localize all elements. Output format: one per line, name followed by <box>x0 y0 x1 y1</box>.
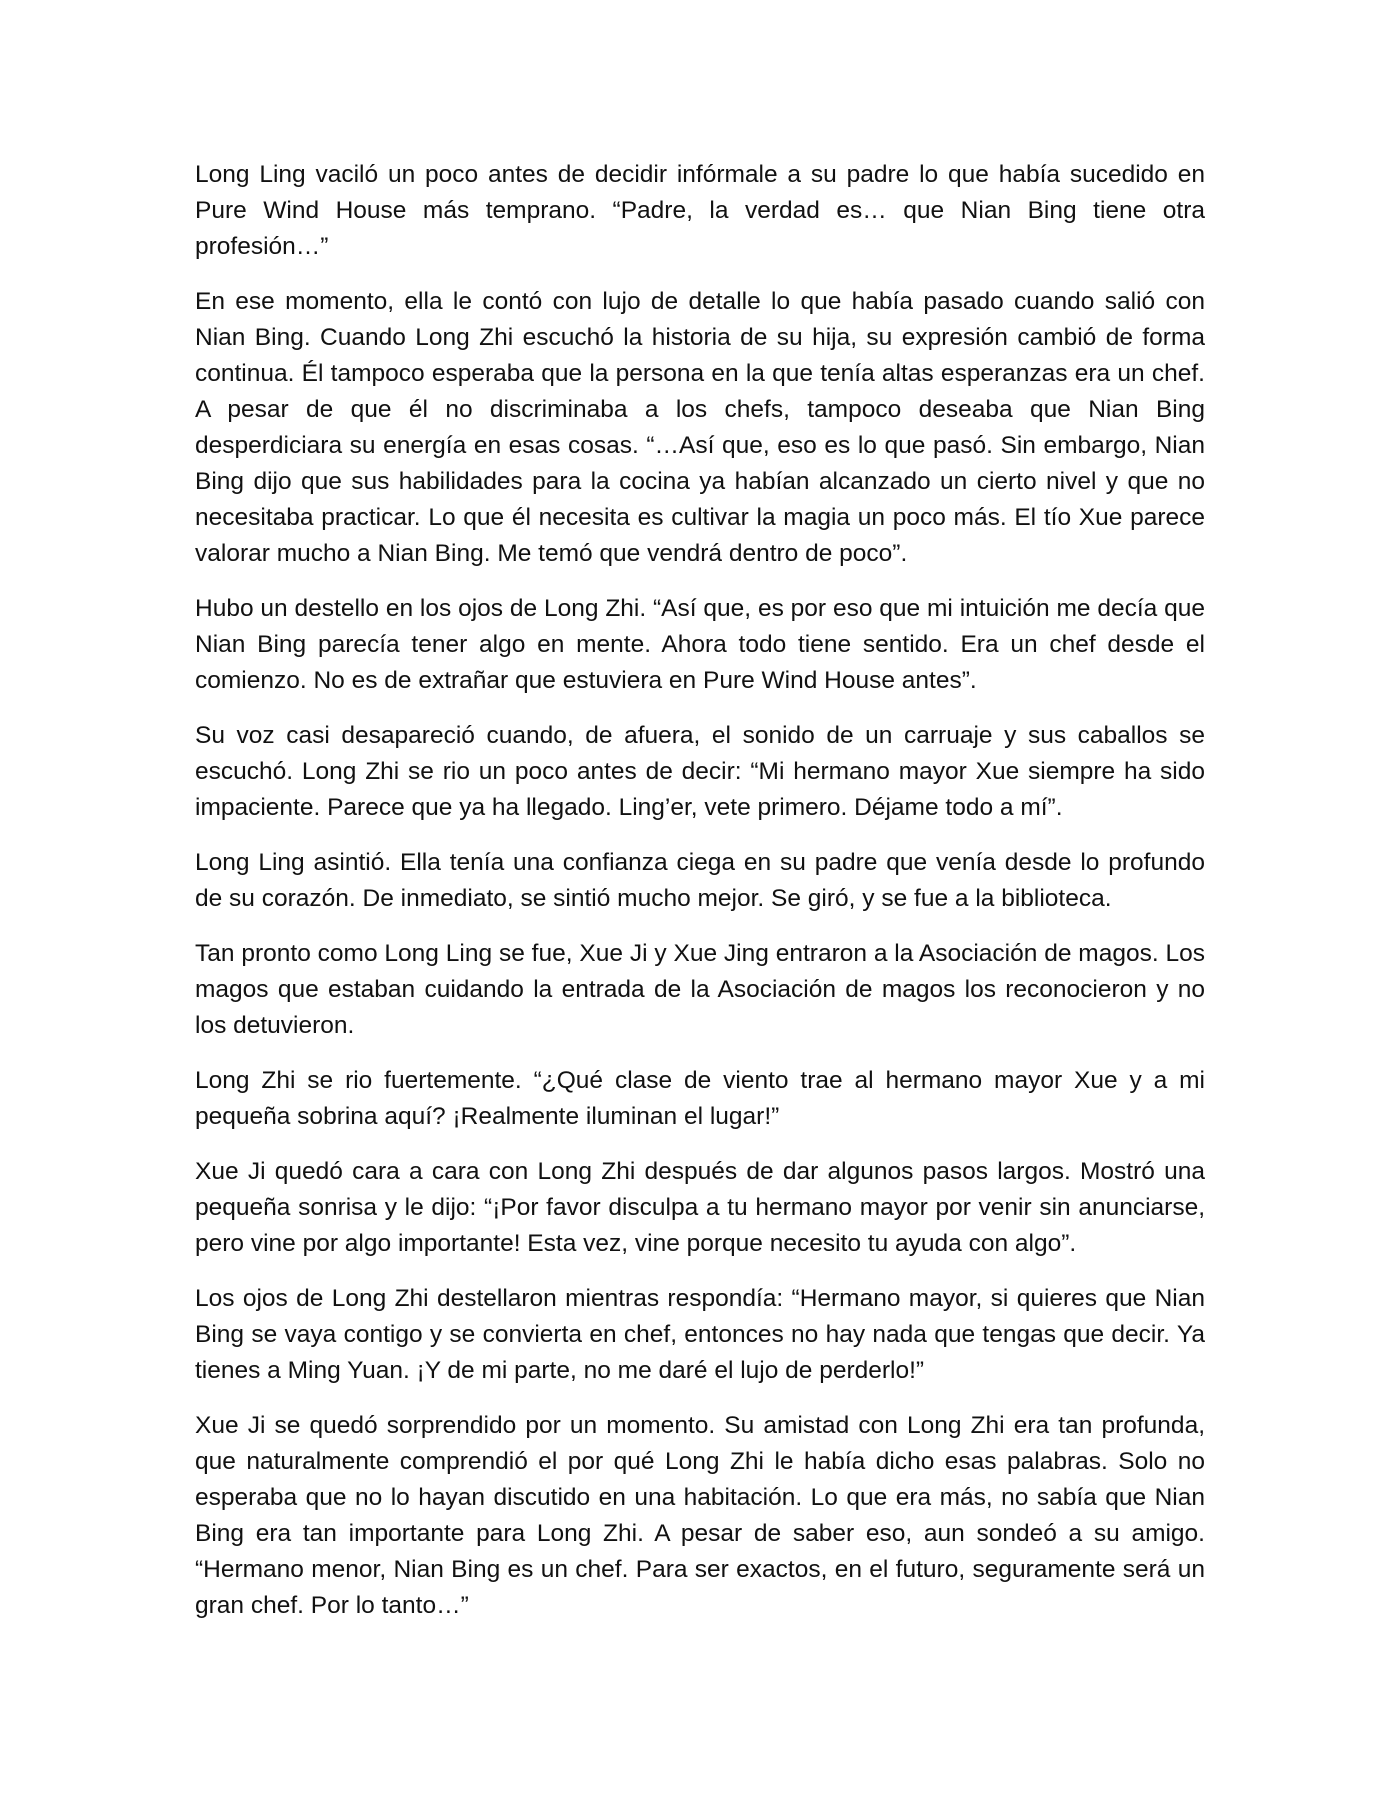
paragraph-3: Hubo un destello en los ojos de Long Zhi. “Así que, es por eso que mi intuición me decía que Nian Bing parecía tener algo en mente. Ahora todo tiene sentido. Era un chef desde el comienzo. No es de extrañar que estuviera en Pure Wind House antes”. <box>195 595 1205 694</box>
paragraph-6: Tan pronto como Long Ling se fue, Xue Ji y Xue Jing entraron a la Asociación de magos. Los magos que estaban cuidando la entrada de la Asociación de magos los reconocieron y no los detuvieron. <box>195 940 1205 1039</box>
paragraph-1: Long Ling vaciló un poco antes de decidir infórmale a su padre lo que había sucedido en Pure Wind House más temprano. “Padre, la verdad es… que Nian Bing tiene otra profesión…” <box>195 161 1205 260</box>
paragraph-9: Los ojos de Long Zhi destellaron mientras respondía: “Hermano mayor, si quieres que Nian Bing se vaya contigo y se convierta en chef, entonces no hay nada que tengas que decir. Ya tienes a Ming Yuan. ¡Y de mi parte, no me daré el lujo de perderlo!” <box>195 1285 1205 1384</box>
paragraph-5: Long Ling asintió. Ella tenía una confianza ciega en su padre que venía desde lo profundo de su corazón. De inmediato, se sintió mucho mejor. Se giró, y se fue a la biblioteca. <box>195 849 1205 912</box>
paragraph-2: En ese momento, ella le contó con lujo de detalle lo que había pasado cuando salió con Nian Bing. Cuando Long Zhi escuchó la historia de su hija, su expresión cambió de forma continua. Él tampoco esperaba que la persona en la que tenía altas esperanzas era un chef. A pesar de que él no discriminaba a los chefs, tampoco deseaba que Nian Bing desperdiciara su energía en esas cosas. “…Así que, eso es lo que pasó. Sin embargo, Nian Bing dijo que sus habilidades para la cocina ya habían alcanzado un cierto nivel y que no necesitaba practicar. Lo que él necesita es cultivar la magia un poco más. El tío Xue parece valorar mucho a Nian Bing. Me temó que vendrá dentro de poco”. <box>195 288 1205 567</box>
paragraph-10: Xue Ji se quedó sorprendido por un momento. Su amistad con Long Zhi era tan profunda, que naturalmente comprendió el por qué Long Zhi le había dicho esas palabras. Solo no esperaba que no lo hayan discutido en una habitación. Lo que era más, no sabía que Nian Bing era tan importante para Long Zhi. A pesar de saber eso, aun sondeó a su amigo. “Hermano menor, Nian Bing es un chef. Para ser exactos, en el futuro, seguramente será un gran chef. Por lo tanto…” <box>195 1412 1205 1619</box>
body-text <box>195 157 1205 1643</box>
paragraph-7: Long Zhi se rio fuertemente. “¿Qué clase de viento trae al hermano mayor Xue y a mi pequeña sobrina aquí? ¡Realmente iluminan el lugar!” <box>195 1067 1205 1130</box>
paragraph-4: Su voz casi desapareció cuando, de afuera, el sonido de un carruaje y sus caballos se escuchó. Long Zhi se rio un poco antes de decir: “Mi hermano mayor Xue siempre ha sido impaciente. Parece que ya ha llegado. Ling’er, vete primero. Déjame todo a mí”. <box>195 722 1205 821</box>
paragraph-8: Xue Ji quedó cara a cara con Long Zhi después de dar algunos pasos largos. Mostró una pequeña sonrisa y le dijo: “¡Por favor disculpa a tu hermano mayor por venir sin anunciarse, pero vine por algo importante! Esta vez, vine porque necesito tu ayuda con algo”. <box>195 1158 1205 1257</box>
